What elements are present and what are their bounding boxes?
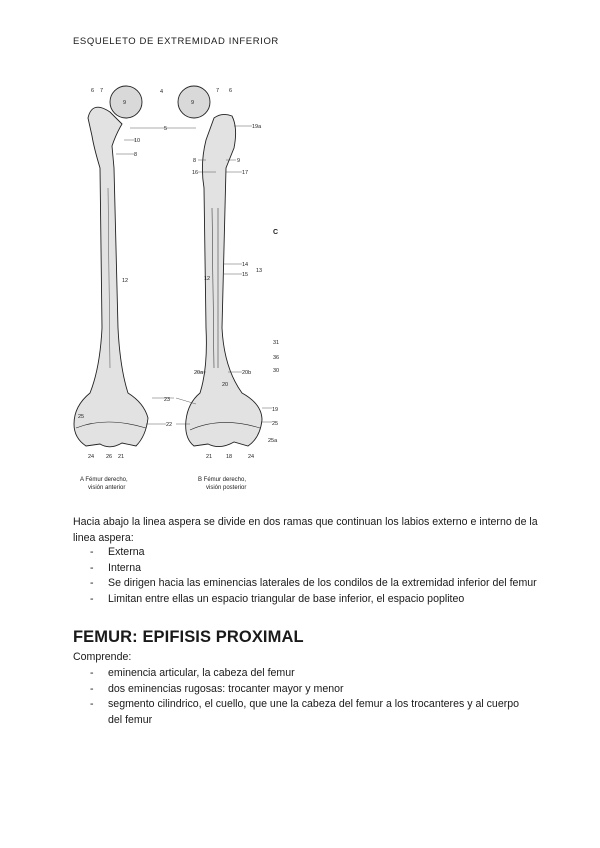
list-item: - Externa: [90, 546, 145, 558]
label-6-b: 6: [229, 88, 233, 94]
label-25a: 25a: [268, 438, 278, 444]
label-22: 22: [166, 422, 173, 428]
label-13: 13: [256, 268, 263, 274]
label-14: 14: [242, 262, 249, 268]
section-intro: Comprende:: [73, 651, 132, 663]
femur-illustration: [66, 68, 286, 500]
label-25-b: 25: [272, 421, 279, 427]
panel-c-label: C: [273, 229, 279, 236]
list-item: - eminencia articular, la cabeza del femur: [90, 667, 295, 679]
section-title: FEMUR: EPIFISIS PROXIMAL: [73, 628, 304, 646]
list-item: - Interna: [90, 561, 141, 574]
label-15: 15: [242, 272, 249, 278]
label-20b: 20b: [242, 370, 252, 376]
label-24-a: 24: [88, 454, 95, 460]
section-list: [73, 666, 523, 728]
label-12-b: 12: [204, 276, 211, 282]
label-20: 20: [222, 382, 229, 388]
label-26: 26: [106, 454, 113, 460]
label-6-a: 6: [91, 88, 95, 94]
femur-posterior: [178, 86, 262, 447]
label-5: 5: [164, 126, 168, 132]
label-17: 17: [242, 170, 249, 176]
label-4: 4: [160, 89, 164, 95]
caption-b-line1: B Fémur derecho,: [198, 477, 247, 483]
label-36: 36: [273, 355, 280, 361]
label-16: 16: [192, 170, 199, 176]
label-23: 23: [164, 397, 171, 403]
label-19a: 19a: [252, 124, 262, 130]
label-21-b: 21: [206, 454, 213, 460]
list-item: - segmento cilindrico, el cuello, que une la cabeza del femur a los trocanteres y al cuerpo del femur: [90, 698, 520, 726]
label-30: 30: [273, 368, 280, 374]
label-9-a: 9: [123, 100, 127, 106]
label-7-b: 7: [216, 88, 220, 94]
list-item: - dos eminencias rugosas: trocanter mayor y menor: [90, 682, 344, 695]
label-8-a: 8: [134, 152, 138, 158]
label-18: 18: [226, 454, 233, 460]
label-31: 31: [273, 340, 280, 346]
label-21-a: 21: [118, 454, 125, 460]
label-24-b: 24: [248, 454, 255, 460]
list-item: - Se dirigen hacia las eminencias laterales de los condilos de la extremidad inferior del femur: [90, 577, 537, 589]
label-9-c: 9: [237, 158, 241, 164]
label-9-b: 9: [191, 100, 195, 106]
intro-paragraph: Hacia abajo la linea aspera se divide en dos ramas que continuan los labios externo e interno de la linea aspera:: [73, 516, 538, 544]
label-12-a: 12: [122, 278, 129, 284]
label-8-b: 8: [193, 158, 197, 164]
page-header: ESQUELETO DE EXTREMIDAD INFERIOR: [73, 36, 279, 47]
caption-a-line2: visión anterior: [88, 485, 126, 491]
caption-a-line1: A Fémur derecho,: [80, 477, 128, 483]
label-10: 10: [134, 138, 141, 144]
label-7-a: 7: [100, 88, 104, 94]
label-19: 19: [272, 407, 279, 413]
list-item: - Limitan entre ellas un espacio triangular de base inferior, el espacio popliteo: [90, 592, 465, 605]
label-20a: 20a: [194, 370, 204, 376]
intro-list: [73, 545, 543, 607]
label-25-a: 25: [78, 414, 85, 420]
caption-b-line2: visión posterior: [206, 485, 247, 491]
